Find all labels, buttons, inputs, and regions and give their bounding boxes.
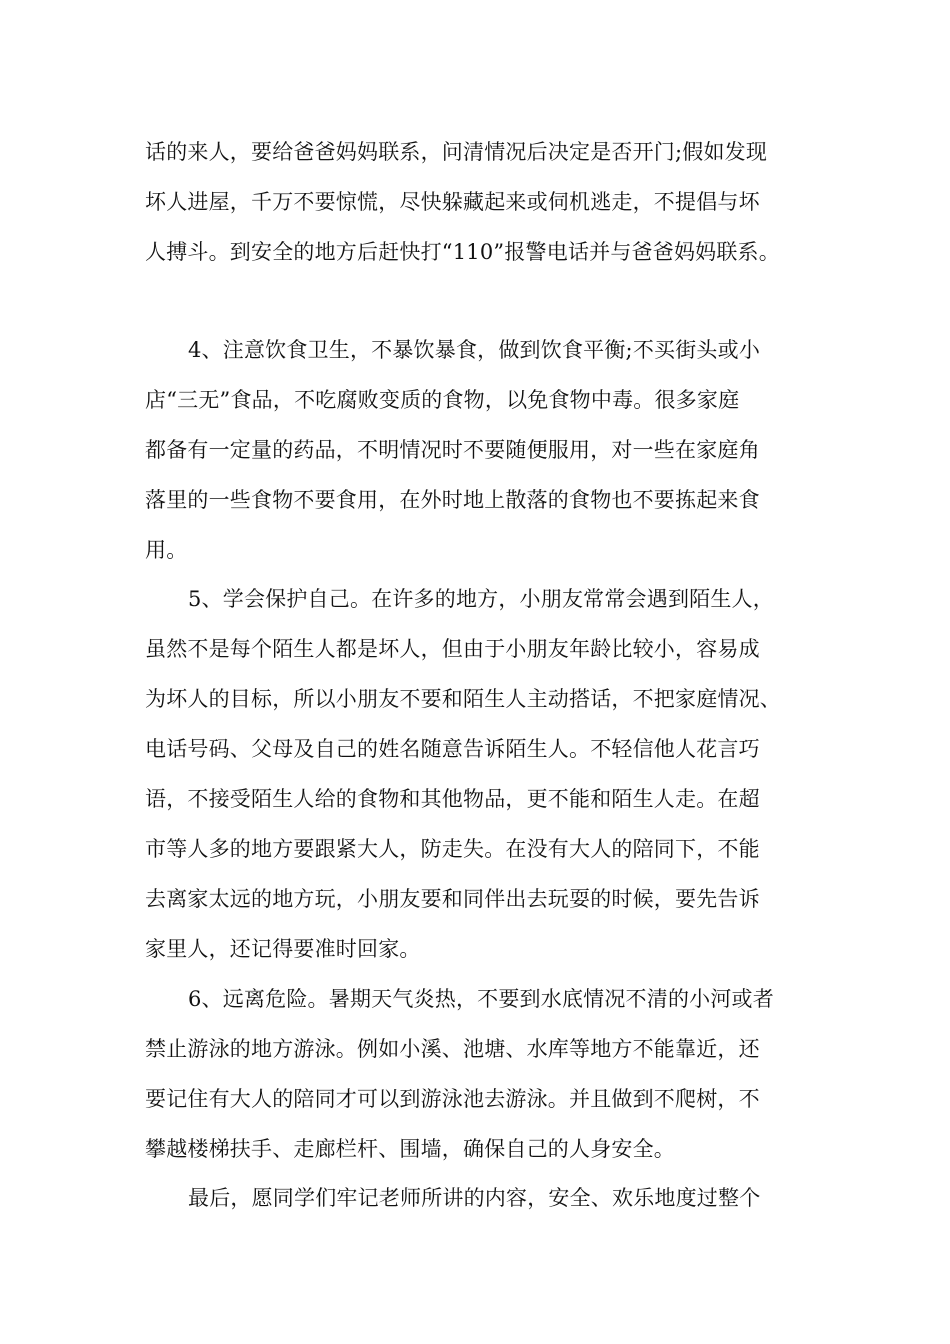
- closing-paragraph-start: 最后，愿同学们牢记老师所讲的内容，安全、欢乐地度过整个: [188, 1186, 761, 1210]
- text-line: 坏人进屋，千万不要惊慌，尽快躲藏起来或伺机逃走，不提倡与坏: [145, 190, 760, 214]
- text-line: 家里人，还记得要准时回家。: [145, 937, 421, 961]
- text-line: 用。: [145, 538, 188, 562]
- text-line: 攀越楼梯扶手、走廊栏杆、围墙，确保自己的人身安全。: [145, 1137, 675, 1161]
- text-line: 为坏人的目标，所以小朋友不要和陌生人主动搭话，不把家庭情况、: [145, 687, 781, 711]
- text-line: 市等人多的地方要跟紧大人，防走失。在没有大人的陪同下，不能: [145, 837, 760, 861]
- text-line: 话的来人，要给爸爸妈妈联系，问清情况后决定是否开门;假如发现: [145, 140, 768, 164]
- paragraph-6-start: 6、远离危险。暑期天气炎热，不要到水底情况不清的小河或者: [188, 987, 774, 1011]
- text-line: 去离家太远的地方玩，小朋友要和同伴出去玩耍的时候，要先告诉: [145, 887, 760, 911]
- text-line: 人搏斗。到安全的地方后赶快打“110”报警电话并与爸爸妈妈联系。: [145, 240, 780, 264]
- text-line: 语，不接受陌生人给的食物和其他物品，更不能和陌生人走。在超: [145, 787, 760, 811]
- paragraph-4-start: 4、注意饮食卫生，不暴饮暴食，做到饮食平衡;不买街头或小: [188, 338, 761, 362]
- paragraph-5-start: 5、学会保护自己。在许多的地方，小朋友常常会遇到陌生人，: [188, 587, 774, 611]
- text-line: 禁止游泳的地方游泳。例如小溪、池塘、水库等地方不能靠近，还: [145, 1037, 760, 1061]
- text-line: 要记住有大人的陪同才可以到游泳池去游泳。并且做到不爬树，不: [145, 1087, 760, 1111]
- text-line: 虽然不是每个陌生人都是坏人，但由于小朋友年龄比较小，容易成: [145, 637, 760, 661]
- text-line: 电话号码、父母及自己的姓名随意告诉陌生人。不轻信他人花言巧: [145, 737, 760, 761]
- text-line: 落里的一些食物不要食用，在外时地上散落的食物也不要拣起来食: [145, 488, 760, 512]
- text-line: 都备有一定量的药品，不明情况时不要随便服用，对一些在家庭角: [145, 438, 760, 462]
- text-line: 店“三无”食品，不吃腐败变质的食物，以免食物中毒。很多家庭: [145, 388, 740, 412]
